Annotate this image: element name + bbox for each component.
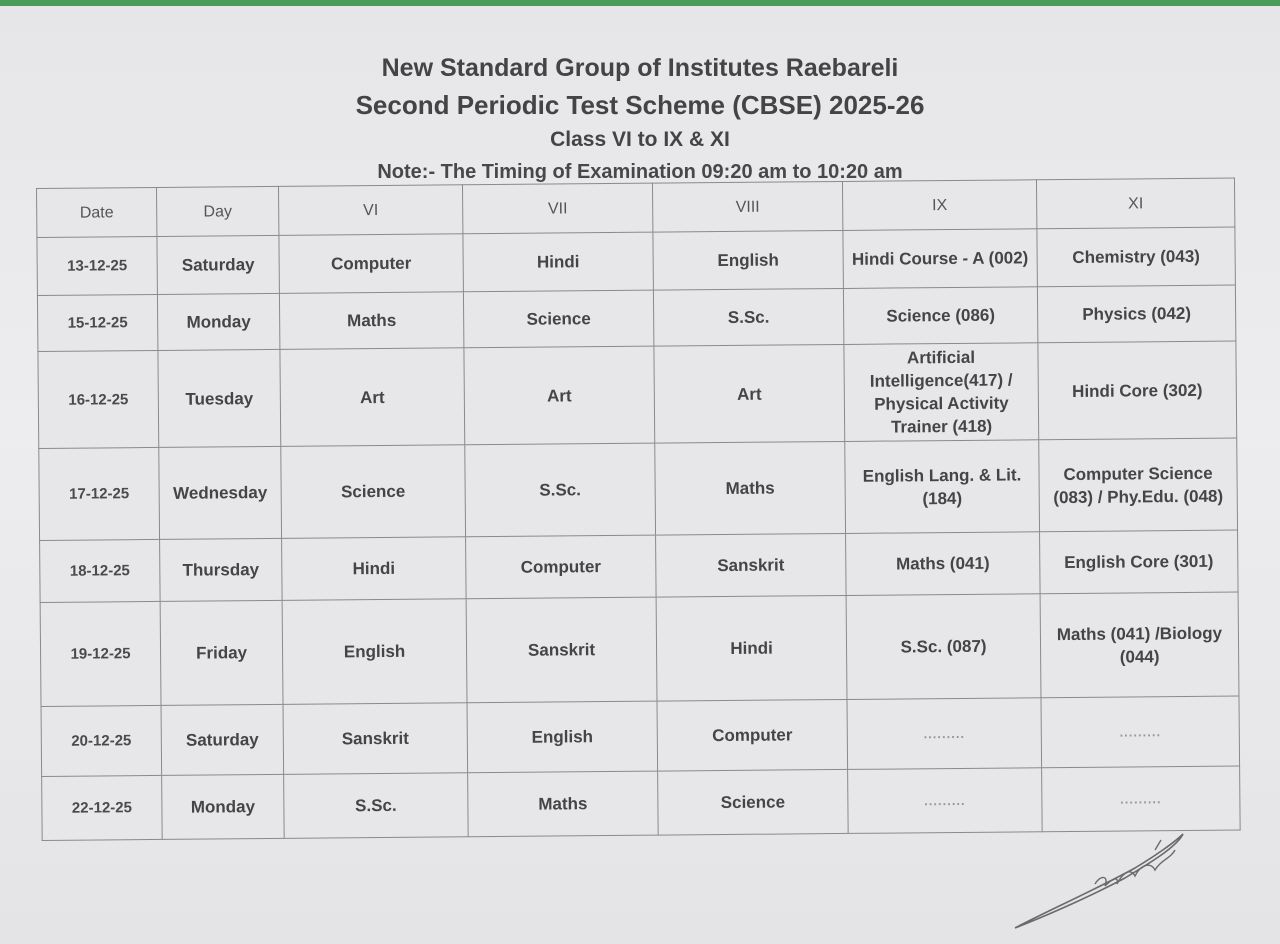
cell-viii: Art — [654, 344, 845, 443]
cell-day: Friday — [160, 600, 283, 705]
cell-date: 19-12-25 — [40, 601, 161, 706]
cell-date: 22-12-25 — [42, 775, 163, 840]
cell-vi: Computer — [279, 234, 463, 294]
header-day: Day — [156, 186, 278, 236]
cell-ix: Hindi Course - A (002) — [843, 229, 1037, 289]
cell-ix: S.Sc. (087) — [846, 594, 1041, 700]
cell-day: Wednesday — [159, 446, 282, 539]
cell-vii: Maths — [468, 771, 659, 837]
cell-vi: Maths — [279, 292, 463, 350]
green-top-edge — [0, 0, 1280, 6]
table-row — [40, 530, 1238, 602]
cell-xi: Physics (042) — [1037, 285, 1235, 343]
header-vi: VI — [278, 185, 462, 236]
cell-day: Monday — [162, 774, 285, 839]
cell-ix: Maths (041) — [846, 532, 1041, 596]
cell-ix: Artificial Intelligence(417) / Physical Activity Trainer (418) — [844, 343, 1039, 442]
cell-vii: Hindi — [463, 232, 653, 292]
cell-xi: Chemistry (043) — [1037, 227, 1235, 287]
header-date: Date — [37, 187, 157, 237]
cell-xi: Computer Science (083) / Phy.Edu. (048) — [1039, 438, 1238, 532]
cell-day: Tuesday — [158, 349, 281, 447]
cell-viii: Maths — [655, 441, 846, 535]
cell-viii: Sanskrit — [656, 533, 847, 597]
table-row — [41, 696, 1240, 776]
cell-vii: Science — [463, 290, 653, 348]
cell-date: 15-12-25 — [37, 294, 157, 351]
cell-viii: Science — [658, 769, 849, 835]
cell-vii: Art — [464, 346, 655, 445]
cell-vii: English — [467, 701, 658, 773]
cell-viii: Hindi — [656, 595, 847, 701]
class-range: Class VI to IX & XI — [550, 128, 730, 151]
cell-date: 17-12-25 — [39, 447, 160, 540]
cell-vi: S.Sc. — [284, 773, 469, 839]
exam-schedule-table — [36, 178, 1241, 841]
scheme-title: Second Periodic Test Scheme (CBSE) 2025-26 — [355, 90, 925, 120]
table-row — [39, 438, 1238, 540]
cell-day: Monday — [157, 293, 279, 350]
cell-day: Saturday — [161, 704, 284, 775]
header-vii: VII — [462, 183, 652, 234]
cell-vii: Computer — [466, 535, 657, 599]
cell-day: Thursday — [160, 538, 283, 601]
timing-note: Note:- The Timing of Examination 09:20 am to 10:20 am — [377, 161, 903, 183]
cell-vii: Sanskrit — [466, 597, 657, 703]
table-row — [38, 341, 1237, 448]
cell-viii: Computer — [657, 699, 848, 771]
cell-xi: Maths (041) /Biology (044) — [1040, 592, 1239, 698]
cell-day: Saturday — [157, 235, 280, 294]
cell-date: 20-12-25 — [41, 705, 162, 776]
cell-vi: Science — [281, 445, 466, 539]
cell-viii: English — [653, 230, 843, 290]
table-row — [37, 285, 1235, 351]
cell-ix: ......... — [848, 768, 1043, 834]
header-viii: VIII — [652, 181, 842, 232]
header-xi: XI — [1036, 178, 1234, 229]
header-ix: IX — [842, 180, 1036, 231]
cell-ix: Science (086) — [843, 287, 1037, 345]
cell-vi: Hindi — [282, 537, 467, 601]
cell-xi: English Core (301) — [1040, 530, 1239, 594]
exam-schedule-sheet — [36, 178, 1241, 841]
cell-xi: Hindi Core (302) — [1038, 341, 1237, 440]
cell-date: 16-12-25 — [38, 350, 159, 448]
institute-title: New Standard Group of Institutes Raebareli — [381, 54, 899, 82]
cell-date: 18-12-25 — [40, 539, 161, 602]
cell-vi: Art — [280, 348, 465, 447]
cell-ix: ......... — [847, 698, 1042, 770]
cell-date: 13-12-25 — [37, 236, 158, 295]
signature-scribble — [1005, 820, 1205, 940]
cell-viii: S.Sc. — [653, 288, 843, 346]
cell-vi: English — [282, 599, 467, 705]
table-row — [37, 227, 1235, 295]
cell-xi: ......... — [1041, 696, 1240, 768]
table-row — [40, 592, 1239, 706]
cell-vi: Sanskrit — [283, 703, 468, 775]
cell-xi: ......... — [1042, 766, 1241, 832]
cell-vii: S.Sc. — [465, 443, 656, 537]
cell-ix: English Lang. & Lit. (184) — [845, 440, 1040, 534]
